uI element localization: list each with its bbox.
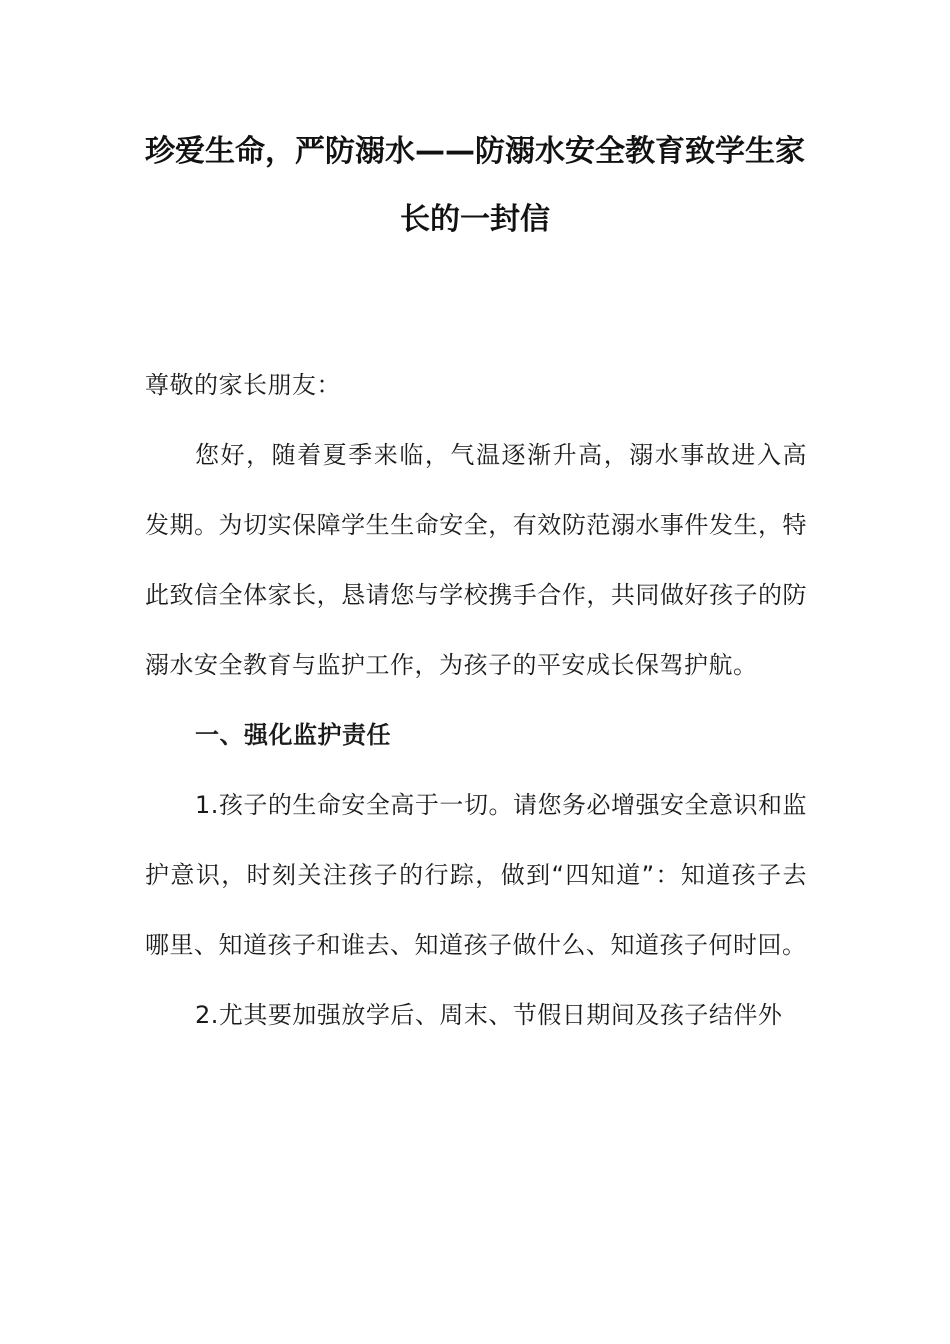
letter-body — [145, 350, 807, 1050]
item-paragraph-1: 1.孩子的生命安全高于一切。请您务必增强安全意识和监护意识，时刻关注孩子的行踪，做到“四知道”：知道孩子去哪里、知道孩子和谁去、知道孩子做什么、知道孩子何时回。 — [145, 791, 807, 959]
salutation: 尊敬的家长朋友： — [145, 371, 341, 399]
intro-paragraph: 您好，随着夏季来临，气温逐渐升高，溺水事故进入高发期。为切实保障学生生命安全，有效防范溺水事件发生，特此致信全体家长，恳请您与学校携手合作，共同做好孩子的防溺水安全教育与监护工作，为孩子的平安成长保驾护航。 — [145, 441, 807, 679]
document-title: 珍爱生命，严防溺水——防溺水安全教育致学生家长的一封信 — [145, 134, 805, 237]
item-paragraph-2: 2.尤其要加强放学后、周末、节假日期间及孩子结伴外 — [195, 1001, 783, 1029]
section-heading: 一、强化监护责任 — [195, 721, 391, 749]
